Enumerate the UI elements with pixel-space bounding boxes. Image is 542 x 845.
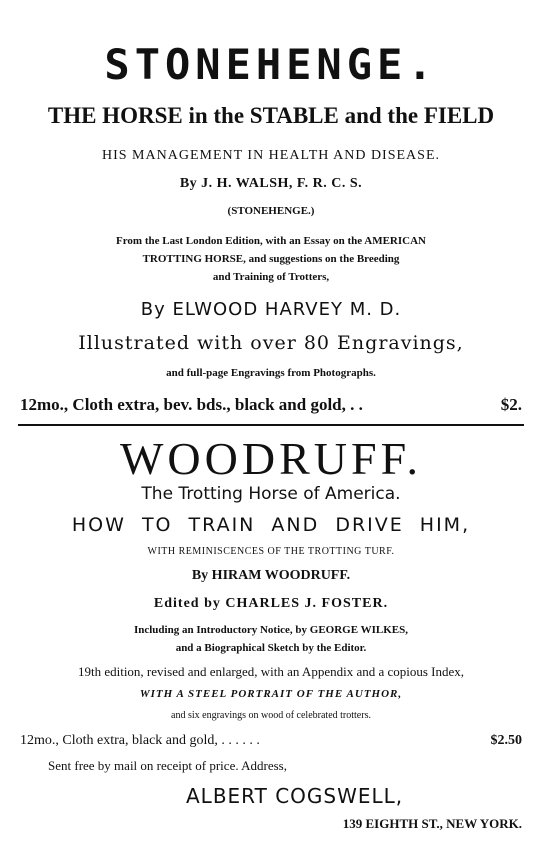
woodruff-subtitle: The Trotting Horse of America. — [141, 484, 401, 504]
stonehenge-edition-line-3: and Training of Trotters, — [212, 271, 330, 283]
woodruff-engravings: and six engravings on wood of celebrated trotters. — [171, 710, 371, 721]
section-divider — [18, 424, 524, 426]
publisher-name: ALBERT COGSWELL, — [186, 784, 404, 808]
mail-notice: Sent free by mail on receipt of price. Address, — [48, 758, 287, 773]
woodruff-portrait: WITH A STEEL PORTRAIT OF THE AUTHOR, — [139, 688, 403, 700]
woodruff-price: $2.50 — [490, 733, 522, 748]
woodruff-editor: Edited by CHARLES J. FOSTER. — [153, 596, 389, 611]
stonehenge-author-alias: (STONEHENGE.) — [227, 205, 315, 217]
stonehenge-illustrated: Illustrated with over 80 Engravings, — [78, 332, 464, 354]
stonehenge-subtitle: THE HORSE in the STABLE and the FIELD — [47, 103, 495, 128]
woodruff-edition: 19th edition, revised and enlarged, with an Appendix and a copious Index, — [77, 664, 465, 679]
stonehenge-edition-line-2: TROTTING HORSE, and suggestions on the Breeding — [142, 253, 400, 265]
woodruff-title: WOODRUFF. — [120, 433, 422, 484]
woodruff-how-to: HOW TO TRAIN AND DRIVE HIM, — [71, 514, 471, 536]
stonehenge-author: By J. H. WALSH, F. R. C. S. — [179, 176, 363, 191]
stonehenge-management: HIS MANAGEMENT IN HEALTH AND DISEASE. — [102, 148, 440, 163]
publisher-address: 139 EIGHTH ST., NEW YORK. — [342, 816, 522, 831]
woodruff-intro-line-2: and a Biographical Sketch by the Editor. — [175, 642, 367, 654]
woodruff-format: 12mo., Cloth extra, black and gold, . . . . . . — [20, 733, 260, 748]
woodruff-author: By HIRAM WOODRUFF. — [191, 568, 351, 583]
stonehenge-price: $2. — [500, 395, 522, 414]
stonehenge-format: 12mo., Cloth extra, bev. bds., black and gold, . . — [20, 395, 363, 414]
stonehenge-full-page-engravings: and full-page Engravings from Photographs. — [166, 367, 376, 379]
woodruff-reminiscences: WITH REMINISCENCES OF THE TROTTING TURF. — [147, 546, 395, 557]
stonehenge-essay-author: By ELWOOD HARVEY M. D. — [140, 299, 402, 320]
stonehenge-title: STONEHENGE. — [104, 40, 438, 89]
woodruff-intro-line-1: Including an Introductory Notice, by GEORGE WILKES, — [133, 624, 409, 636]
stonehenge-edition-line-1: From the Last London Edition, with an Essay on the AMERICAN — [116, 235, 426, 247]
